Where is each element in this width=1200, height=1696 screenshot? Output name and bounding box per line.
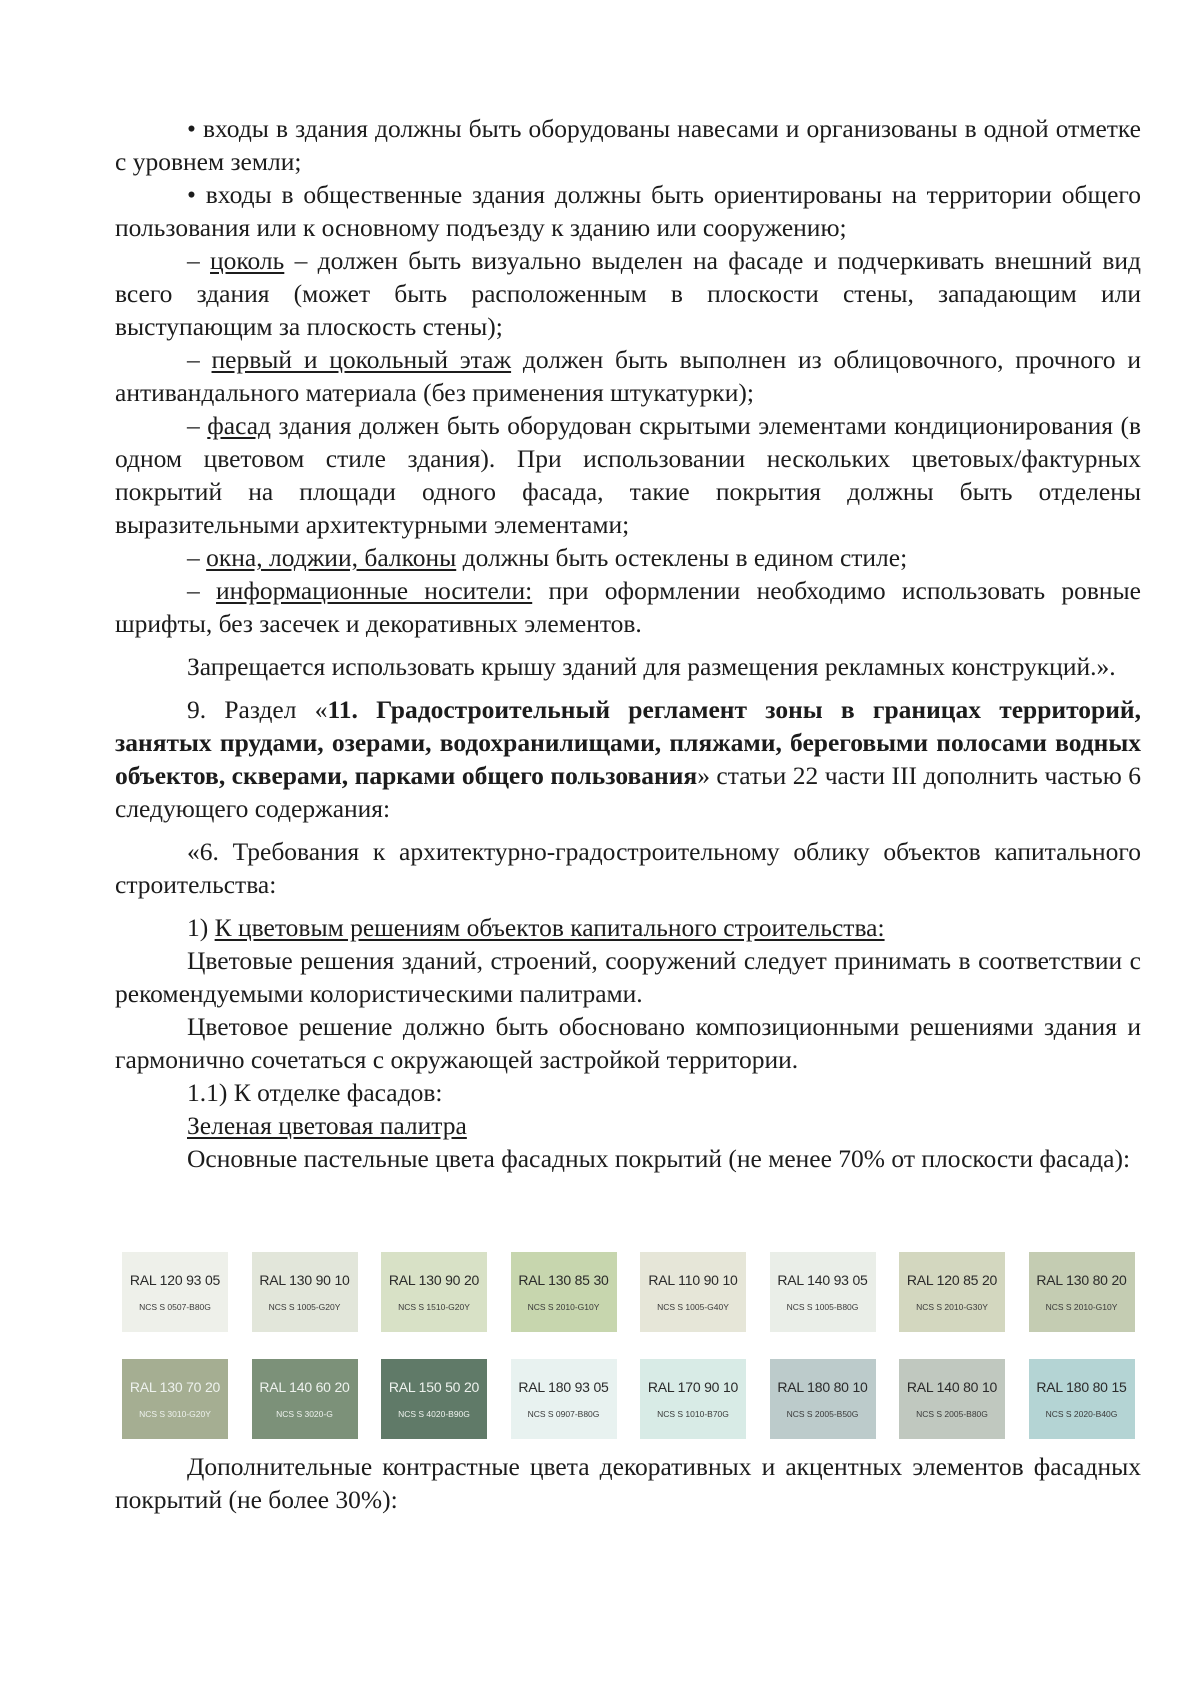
paragraph-roof-advert-ban: Запрещается использовать крышу зданий для размещения рекламных конструкций.». bbox=[187, 652, 1116, 681]
ral-code: RAL 180 80 15 bbox=[1036, 1378, 1127, 1395]
bullet-entrances-public: • входы в общественные здания должны быть ориентированы на территории общего пользования или к основному подъезду к зданию или сооружению; bbox=[115, 180, 1141, 242]
ncs-code: NCS S 0507-B80G bbox=[139, 1301, 211, 1312]
item-info-carriers: – информационные носители: при оформлении необходимо использовать ровные шрифты, без засечек и декоративных элементов. bbox=[115, 576, 1141, 638]
ral-code: RAL 130 85 30 bbox=[518, 1271, 609, 1288]
palette-row-2 bbox=[122, 1359, 1138, 1439]
ral-code: RAL 140 93 05 bbox=[777, 1271, 868, 1288]
color-swatch bbox=[770, 1359, 876, 1439]
ral-code: RAL 120 93 05 bbox=[129, 1271, 221, 1288]
heading-color-solutions: 1) К цветовым решениям объектов капитального строительства: bbox=[187, 913, 885, 942]
ncs-code: NCS S 2020-B40G bbox=[1045, 1408, 1118, 1419]
ral-code: RAL 110 90 10 bbox=[648, 1271, 738, 1288]
ral-code: RAL 150 50 20 bbox=[388, 1378, 480, 1395]
color-swatch bbox=[770, 1252, 876, 1332]
paragraph-main-pastel-colors: Основные пастельные цвета фасадных покрытий (не менее 70% от плоскости фасада): bbox=[187, 1144, 1131, 1173]
item-plinth: – цоколь – должен быть визуально выделен на фасаде и подчеркивать внешний вид всего здания (может быть расположенным в плоскости стены, западающим или выступающим за плоскость стены); bbox=[115, 246, 1141, 341]
color-swatch bbox=[122, 1252, 228, 1332]
ncs-code: NCS S 2010-G10Y bbox=[1045, 1301, 1118, 1312]
heading-green-palette: Зеленая цветовая палитра bbox=[187, 1111, 467, 1140]
paragraph-requirements-6: «6. Требования к архитектурно-градостроительному облику объектов капитального строительства: bbox=[115, 837, 1141, 899]
heading-facade-finishing: 1.1) К отделке фасадов: bbox=[187, 1078, 443, 1107]
ral-code: RAL 170 90 10 bbox=[647, 1378, 739, 1395]
ral-code: RAL 130 90 10 bbox=[259, 1271, 350, 1288]
ncs-code: NCS S 1005-G20Y bbox=[268, 1301, 341, 1312]
ral-code: RAL 180 93 05 bbox=[518, 1378, 609, 1395]
ral-code: RAL 130 90 20 bbox=[388, 1271, 480, 1288]
ncs-code: NCS S 1005-G40Y bbox=[657, 1301, 729, 1312]
color-swatch bbox=[1029, 1252, 1135, 1332]
ncs-code: NCS S 3020-G bbox=[276, 1408, 333, 1419]
paragraph-contrast-colors: Дополнительные контрастные цвета декоративных и акцентных элементов фасадных покрытий (не более 30%): bbox=[115, 1452, 1141, 1514]
ncs-code: NCS S 2005-B80G bbox=[916, 1408, 988, 1419]
ral-code: RAL 130 80 20 bbox=[1036, 1271, 1127, 1288]
ral-code: RAL 120 85 20 bbox=[906, 1271, 998, 1288]
color-swatch bbox=[899, 1252, 1005, 1332]
color-swatch bbox=[252, 1359, 358, 1439]
color-swatch bbox=[381, 1252, 487, 1332]
paragraph-color-justification: Цветовое решение должно быть обосновано композиционными решениями здания и гармонично сочетаться с окружающей застройкой территории. bbox=[115, 1012, 1141, 1074]
ncs-code: NCS S 1005-B80G bbox=[786, 1301, 859, 1312]
ral-code: RAL 140 60 20 bbox=[259, 1378, 350, 1395]
ral-code: RAL 140 80 10 bbox=[906, 1378, 998, 1395]
item-windows: – окна, лоджии, балконы должны быть остеклены в едином стиле; bbox=[187, 543, 908, 572]
color-swatch bbox=[511, 1359, 617, 1439]
palette-row-1 bbox=[122, 1252, 1138, 1332]
bullet-entrances-canopies: • входы в здания должны быть оборудованы навесами и организованы в одной отметке с уровнем земли; bbox=[115, 114, 1141, 176]
ncs-code: NCS S 2010-G30Y bbox=[916, 1301, 988, 1312]
ral-code: RAL 130 70 20 bbox=[129, 1378, 221, 1395]
color-swatch bbox=[122, 1359, 228, 1439]
paragraph-color-palettes: Цветовые решения зданий, строений, сооружений следует принимать в соответствии с рекомендуемыми колористическими палитрами. bbox=[115, 946, 1141, 1008]
color-swatch bbox=[640, 1252, 746, 1332]
ral-code: RAL 180 80 10 bbox=[777, 1378, 868, 1395]
ncs-code: NCS S 1510-G20Y bbox=[398, 1301, 470, 1312]
document-body bbox=[115, 112, 1141, 1175]
ncs-code: NCS S 1010-B70G bbox=[657, 1408, 729, 1419]
color-swatch bbox=[899, 1359, 1005, 1439]
paragraph-section-9: 9. Раздел «11. Градостроительный регламент зоны в границах территорий, занятых прудами, озерами, водохранилищами, пляжами, береговыми полосами водных объектов, скверами, парками общего пользования» статьи 22 части III дополнить частью 6 следующего содержания: bbox=[115, 695, 1141, 823]
color-swatch bbox=[252, 1252, 358, 1332]
ncs-code: NCS S 2010-G10Y bbox=[527, 1301, 600, 1312]
document-body-continued bbox=[115, 1450, 1141, 1516]
item-first-floor: – первый и цокольный этаж должен быть выполнен из облицовочного, прочного и антивандального материала (без применения штукатурки); bbox=[115, 345, 1141, 407]
ncs-code: NCS S 0907-B80G bbox=[527, 1408, 600, 1419]
ncs-code: NCS S 4020-B90G bbox=[398, 1408, 470, 1419]
ncs-code: NCS S 2005-B50G bbox=[786, 1408, 859, 1419]
color-swatch bbox=[511, 1252, 617, 1332]
item-facade: – фасад здания должен быть оборудован скрытыми элементами кондиционирования (в одном цветовом стиле здания). При использовании нескольких цветовых/фактурных покрытий на площади одного фасада, такие покрытия должны быть отделены выразительными архитектурными элементами; bbox=[115, 411, 1142, 539]
green-color-palette bbox=[122, 1252, 1138, 1466]
color-swatch bbox=[381, 1359, 487, 1439]
color-swatch bbox=[1029, 1359, 1135, 1439]
color-swatch bbox=[640, 1359, 746, 1439]
ncs-code: NCS S 3010-G20Y bbox=[139, 1408, 211, 1419]
